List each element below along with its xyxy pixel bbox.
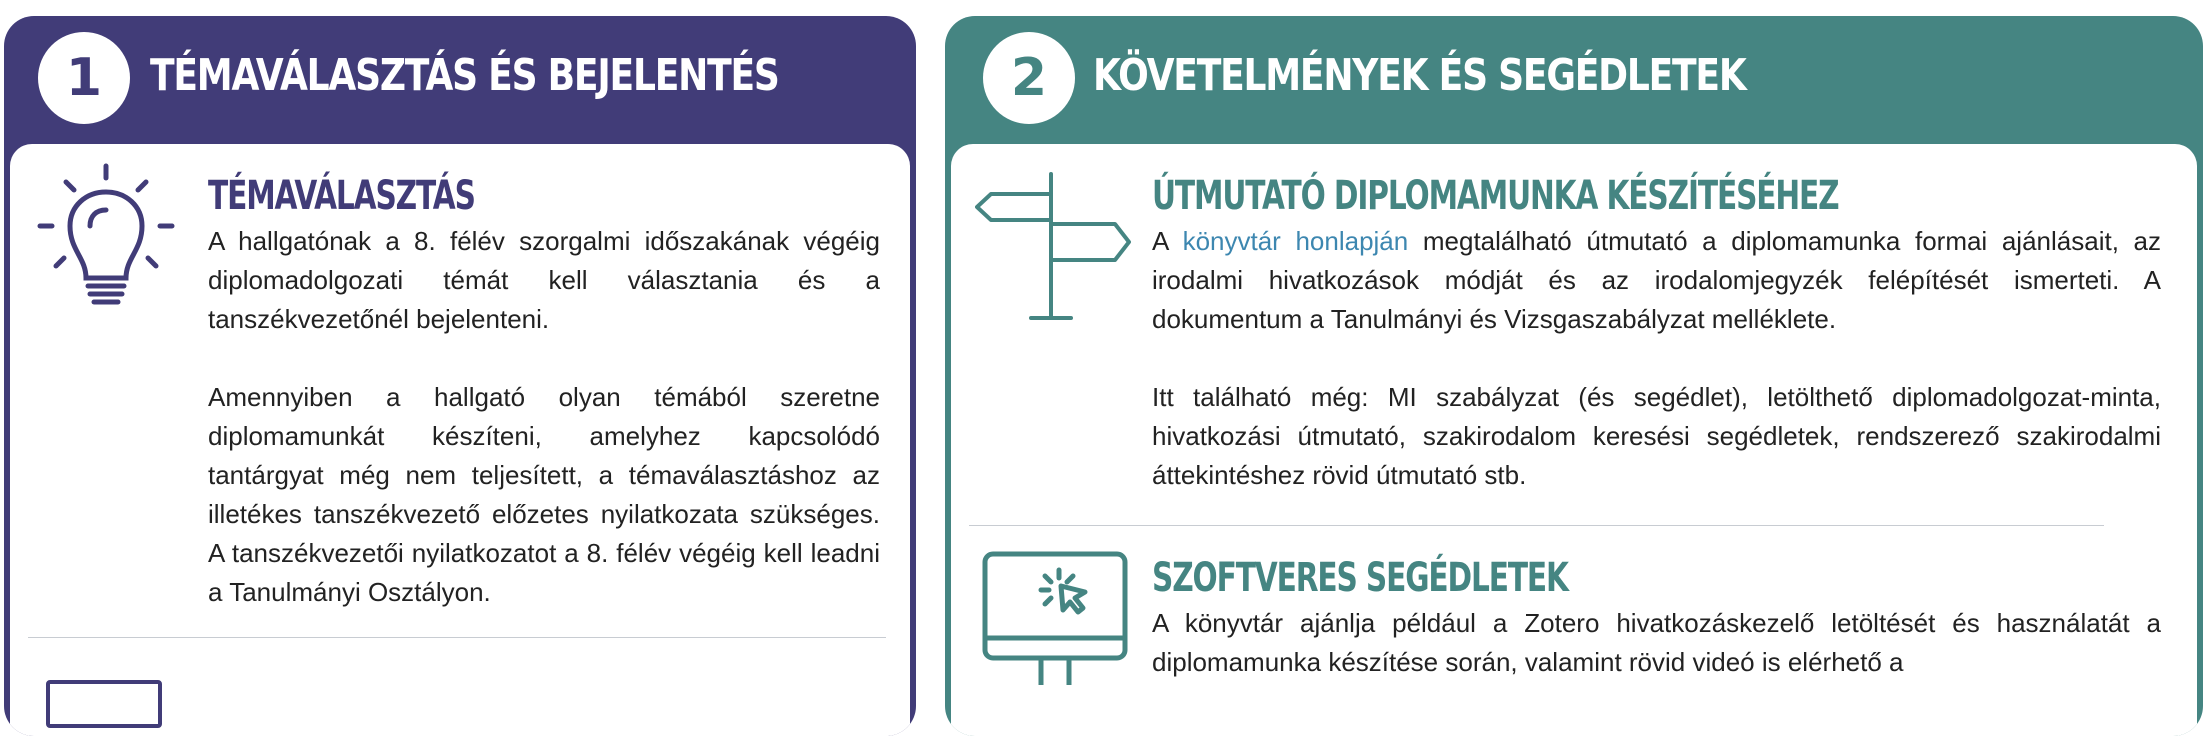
paragraph-other-resources: Itt található még: MI szabályzat (és segédlet), letölthető diplomadolgozat-minta, hivatkozási útmutató, szakirodalom keresési segédletek, rendszerező szakirodalmi áttekintéshez rövid útmutató stb.: [1152, 382, 2161, 490]
panel-1-title: TÉMAVÁLASZTÁS ÉS BEJELENTÉS: [150, 50, 779, 101]
next-section-icon-partial: [46, 680, 162, 728]
step-number-badge: 2: [983, 32, 1075, 124]
panel-2-header: [945, 16, 2203, 144]
lightbulb-icon: [34, 162, 178, 314]
panel-2-title: KÖVETELMÉNYEK ÉS SEGÉDLETEK: [1093, 50, 1746, 101]
signpost-icon: [975, 172, 1135, 320]
library-website-link[interactable]: könyvtár honlapján: [1182, 226, 1409, 256]
paragraph-department-statement: Amennyiben a hallgató olyan témából szeretne diplomamunkát készíteni, amelyhez kapcsolódó tantárgyat még nem teljesített, a témaválasztáshoz az illetékes tanszékvezető előzetes nyilatkozata szükséges. A tanszékvezetői nyilatkozatot a 8. félév végéig kell leadni a Tanulmányi Osztályon.: [208, 382, 880, 607]
section-title-topic-selection: TÉMAVÁLASZTÁS: [208, 173, 475, 219]
section-title-thesis-guide: ÚTMUTATÓ DIPLOMAMUNKA KÉSZÍTÉSÉHEZ: [1152, 173, 1839, 219]
panel-1-header: [4, 16, 916, 144]
monitor-click-icon: [981, 550, 1129, 685]
panel-1-content: [10, 144, 910, 736]
paragraph-library-guide: [1152, 222, 2161, 339]
step-number-badge: 1: [38, 32, 130, 124]
paragraph-zotero: A könyvtár ajánlja például a Zotero hivatkozáskezelő letöltését és használatát a diplomamunka készítése során, valamint rövid videó is elérhető a: [1152, 608, 2161, 677]
section-divider: [28, 637, 886, 638]
paragraph-topic-deadline: A hallgatónak a 8. félév szorgalmi időszakának végéig diplomadolgozati témát kell választania és a tanszékvezetőnél bejelenteni.: [208, 226, 880, 334]
text-suffix: megtalálható útmutató a diplomamunka formai ajánlásait, az irodalmi hivatkozások módját és az irodalomjegyzék felépítését ismerteti. A dokumentum a Tanulmányi és Vizsgaszabályzat melléklete.: [1152, 226, 2162, 334]
panel-requirements: [945, 16, 2203, 736]
text-prefix: A: [1152, 226, 1168, 256]
panel-topic-selection: [4, 16, 916, 736]
section-divider: [969, 525, 2104, 526]
section-title-software-tools: SZOFTVERES SEGÉDLETEK: [1152, 555, 1568, 601]
panel-2-content: [951, 144, 2197, 736]
